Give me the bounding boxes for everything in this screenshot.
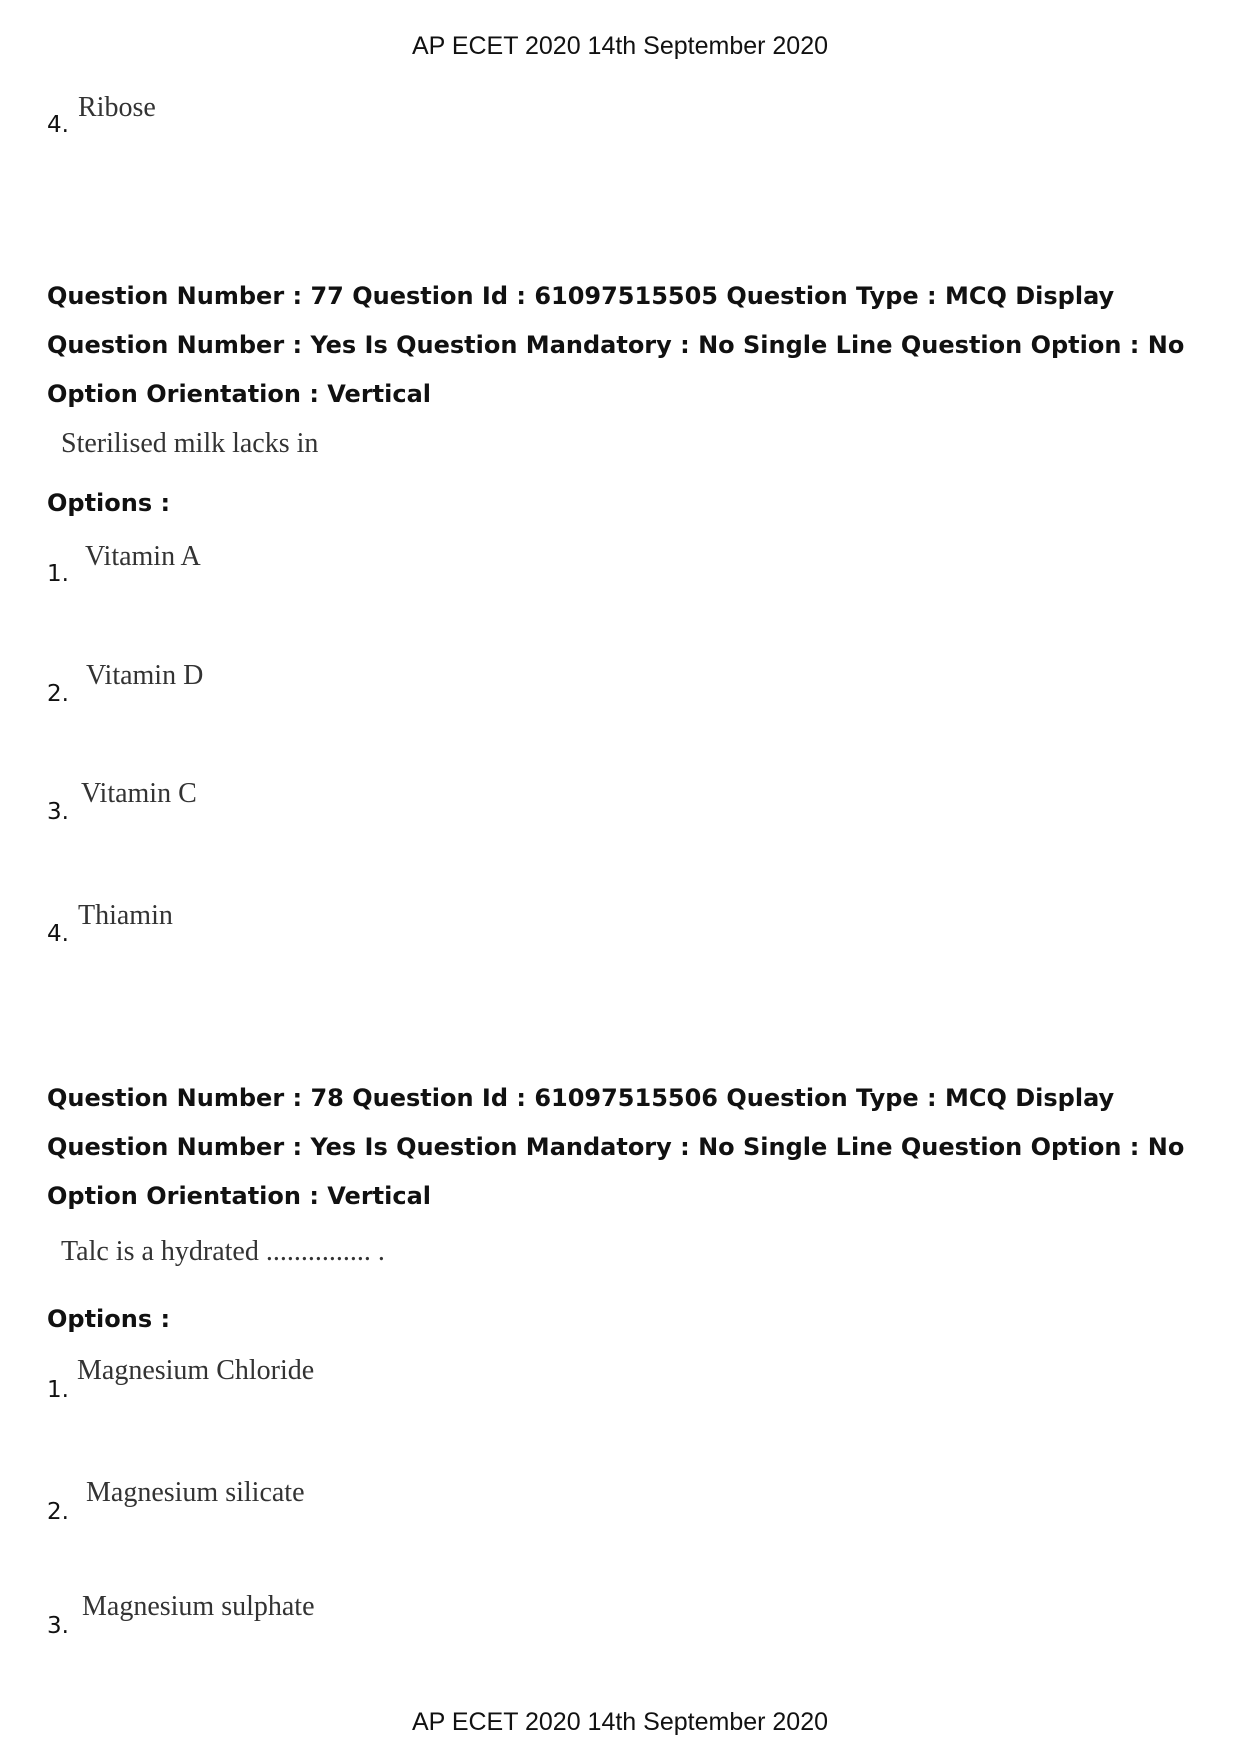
option-number: 3. — [47, 799, 69, 825]
question-77-text: Sterilised milk lacks in — [61, 428, 319, 459]
option-number: 1. — [47, 1377, 69, 1403]
question-78-options-label: Options : — [47, 1305, 171, 1333]
option-number: 1. — [47, 561, 69, 587]
option-text: Magnesium silicate — [86, 1477, 305, 1508]
option-text: Magnesium Chloride — [77, 1355, 315, 1386]
option-number: 4. — [47, 921, 69, 947]
page-footer: AP ECET 2020 14th September 2020 — [411, 1708, 829, 1736]
option-text: Vitamin D — [86, 660, 204, 691]
option-text: Vitamin A — [85, 541, 201, 572]
option-number: 4. — [47, 112, 69, 138]
option-text: Thiamin — [78, 900, 173, 931]
option-text: Vitamin C — [81, 778, 197, 809]
question-77-options-label: Options : — [47, 489, 171, 517]
question-78-text: Talc is a hydrated ............... . — [61, 1236, 385, 1267]
option-number: 3. — [47, 1613, 69, 1639]
option-number: 2. — [47, 1499, 69, 1525]
option-number: 2. — [47, 681, 69, 707]
question-77-meta: Question Number : 77 Question Id : 61097515505 Question Type : MCQ Display Question Number : Yes Is Question Mandatory : No Single Line Question Option : No Option Orientation : Vertical — [47, 282, 1185, 408]
question-78-meta: Question Number : 78 Question Id : 61097515506 Question Type : MCQ Display Question Number : Yes Is Question Mandatory : No Single Line Question Option : No Option Orientation : Vertical — [47, 1084, 1185, 1210]
option-text: Ribose — [78, 92, 156, 123]
page-header: AP ECET 2020 14th September 2020 — [411, 32, 829, 60]
option-text: Magnesium sulphate — [82, 1591, 315, 1622]
